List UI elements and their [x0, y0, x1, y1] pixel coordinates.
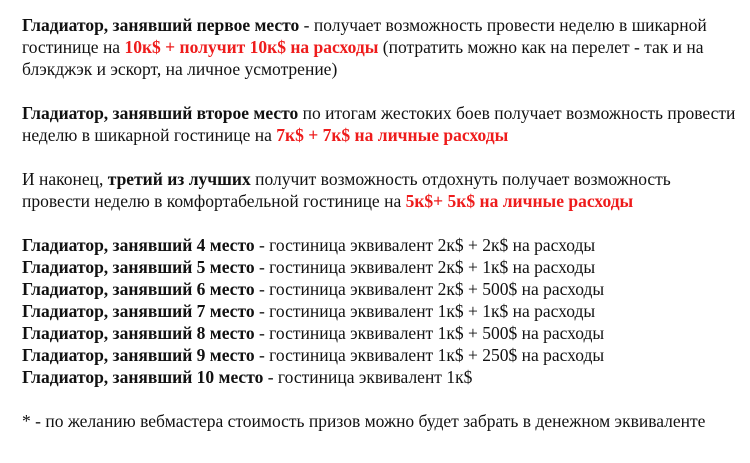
second-place-title: Гладиатор, занявший второе место	[22, 103, 299, 123]
first-place-text: - получает возможность провести неделю в шикарной гостинице на	[22, 15, 707, 57]
third-place-text: получит возможность отдохнуть получает возможность провести неделю в комфортабельной гостинице на	[22, 169, 671, 211]
spacer	[22, 212, 742, 234]
first-place-prize: 10к$ + получит 10к$ на расходы	[124, 37, 379, 57]
place-prize: - гостиница эквивалент 1к$ + 1к$ на расходы	[254, 301, 596, 321]
place-title: Гладиатор, занявший 9 место	[22, 345, 255, 365]
list-item	[22, 300, 742, 322]
list-item	[22, 366, 742, 388]
list-item	[22, 234, 742, 256]
list-item	[22, 278, 742, 300]
other-places-list	[22, 234, 742, 388]
place-title: Гладиатор, занявший 6 место	[22, 279, 255, 299]
place-prize: - гостиница эквивалент 2к$ + 500$ на расходы	[254, 279, 605, 299]
spacer	[22, 80, 742, 102]
spacer	[22, 146, 742, 168]
place-prize: - гостиница эквивалент 1к$ + 500$ на расходы	[254, 323, 605, 343]
first-place-paragraph	[22, 14, 742, 80]
place-title: Гладиатор, занявший 4 место	[22, 235, 255, 255]
place-title: Гладиатор, занявший 5 место	[22, 257, 255, 277]
place-title: Гладиатор, занявший 10 место	[22, 367, 264, 387]
place-prize: - гостиница эквивалент 2к$ + 1к$ на расходы	[254, 257, 596, 277]
first-place-note: (потратить можно как на перелет - так и на блэкджэк и эскорт, на личное усмотрение)	[22, 37, 704, 79]
second-place-text: по итогам жестоких боев получает возможность провести неделю в шикарной гостинице на	[22, 103, 736, 145]
third-place-intro: И наконец,	[22, 169, 108, 189]
list-item	[22, 256, 742, 278]
place-title: Гладиатор, занявший 8 место	[22, 323, 255, 343]
place-prize: - гостиница эквивалент 2к$ + 2к$ на расходы	[254, 235, 596, 255]
third-place-title: третий из лучших	[107, 169, 251, 189]
first-place-title: Гладиатор, занявший первое место	[22, 15, 300, 35]
place-prize: - гостиница эквивалент 1к$ + 250$ на расходы	[254, 345, 605, 365]
prize-document	[22, 14, 742, 432]
spacer	[22, 388, 742, 410]
second-place-prize: 7к$ + 7к$ на личные расходы	[276, 125, 509, 145]
place-prize: - гостиница эквивалент 1к$	[263, 367, 473, 387]
list-item	[22, 344, 742, 366]
third-place-prize: 5к$+ 5к$ на личные расходы	[405, 191, 634, 211]
second-place-paragraph	[22, 102, 742, 146]
footnote: * - по желанию вебмастера стоимость призов можно будет забрать в денежном эквиваленте	[22, 411, 706, 431]
place-title: Гладиатор, занявший 7 место	[22, 301, 255, 321]
third-place-paragraph	[22, 168, 742, 212]
list-item	[22, 322, 742, 344]
